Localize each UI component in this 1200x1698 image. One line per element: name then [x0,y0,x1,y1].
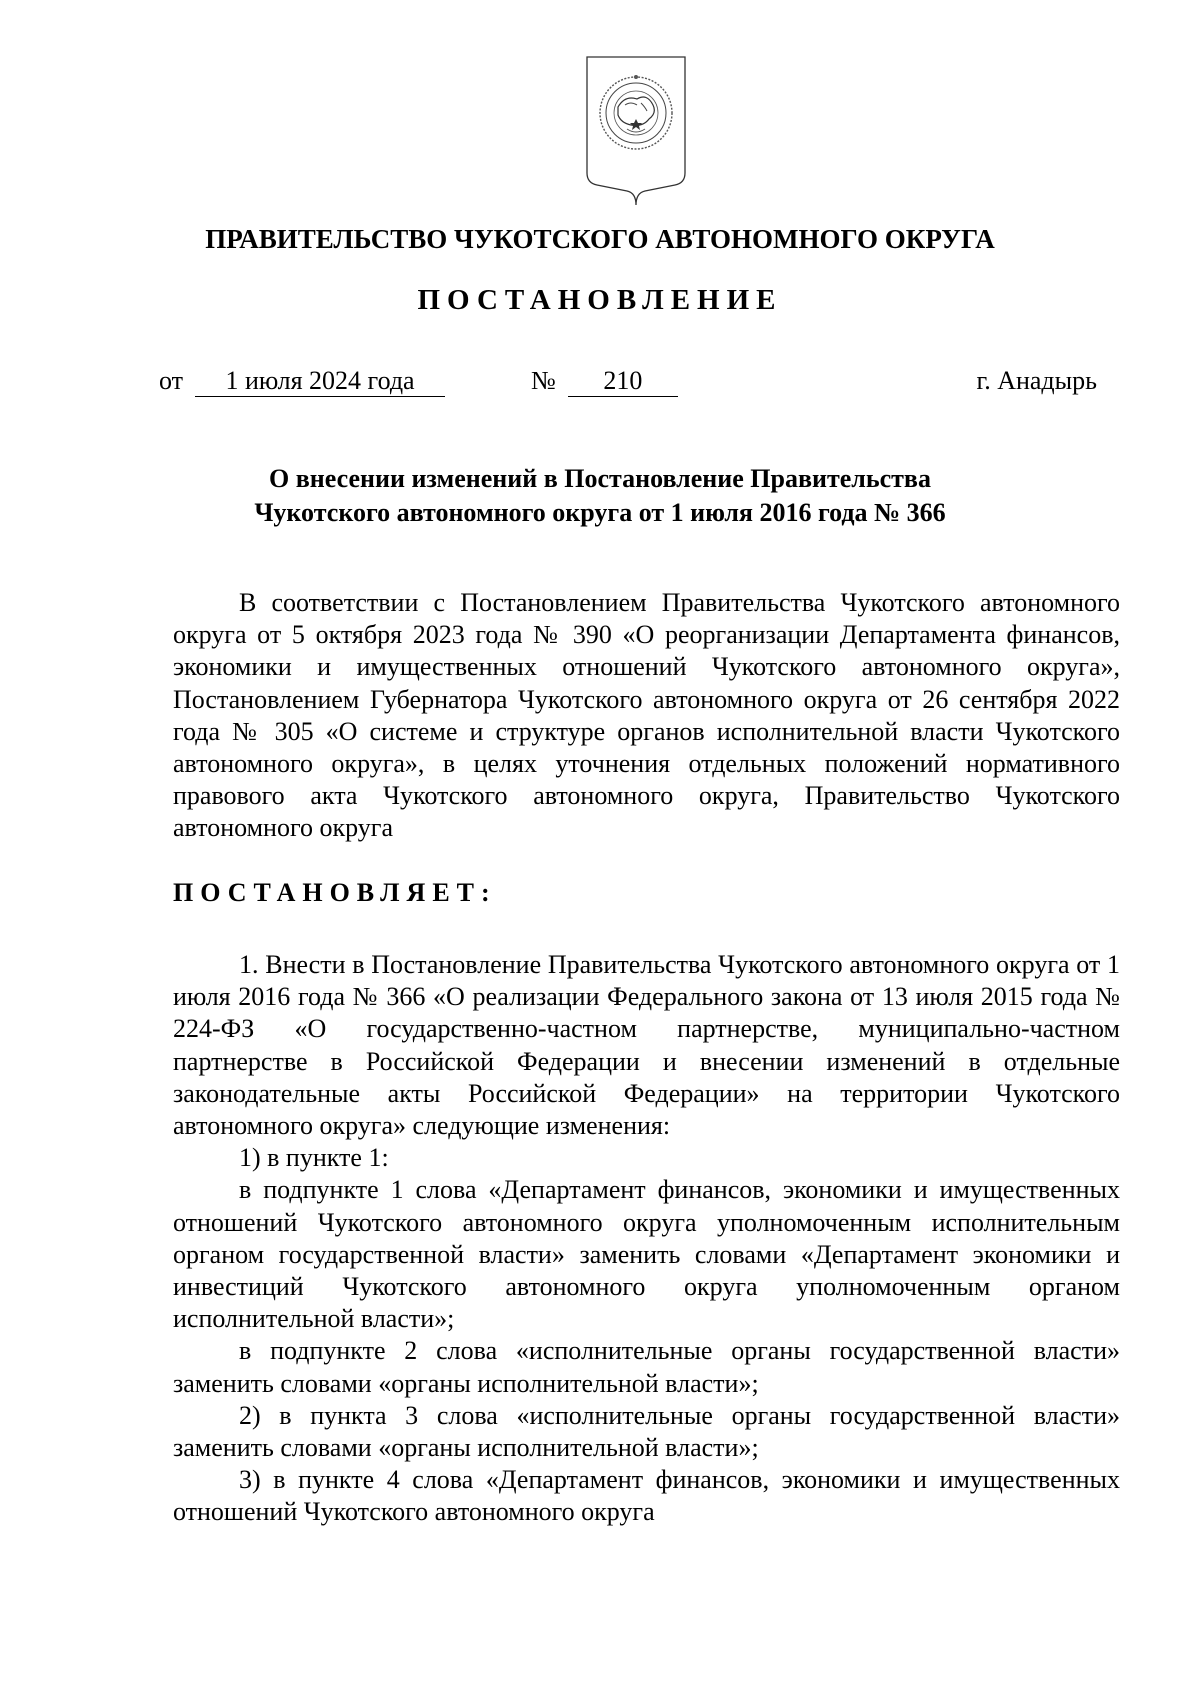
number-label: № [531,366,556,395]
date-value: 1 июля 2024 года [195,366,445,397]
coat-of-arms-icon [585,55,687,207]
resolves-heading: ПОСТАНОВЛЯЕТ: [173,878,497,907]
resolution-paragraph: в подпункте 2 слова «исполнительные органы государственной власти» заменить словами «органы исполнительной власти»; [173,1336,1120,1398]
document-subject [150,462,1050,530]
coat-of-arms-emblem [585,55,687,207]
resolution-paragraph: в подпункте 1 слова «Департамент финансов, экономики и имущественных отношений Чукотского автономного округа уполномоченным исполнительным органом государственной власти» заменить словами «Департамент экономики и инвестиций Чукотского автономного округа уполномоченным органом исполнительной власти»; [173,1175,1120,1334]
document-number [531,365,678,397]
resolution-paragraph: 2) в пункта 3 слова «исполнительные органы государственной власти» заменить словами «органы исполнительной власти»; [173,1400,1120,1463]
subject-line: Чукотского автономного округа от 1 июля 2016 года № 366 [254,498,946,527]
preamble-paragraph: В соответствии с Постановлением Правительства Чукотского автономного округа от 5 октября 2023 года № 390 «О реорганизации Департамента финансов, экономики и имущественных отношений Чукотского автономного округа», Постановлением Губернатора Чукотского автономного округа от 26 сентября 2022 года № 305 «О системе и структуре органов исполнительной власти Чукотского автономного округа», в целях уточнения отдельных положений нормативного правового акта Чукотского автономного округа, Правительство Чукотского автономного округа [173,588,1120,843]
city: г. Анадырь [976,366,1097,395]
subject-line: О внесении изменений в Постановление Правительства [269,464,931,493]
number-value: 210 [568,366,678,397]
resolution-paragraph: 1. Внести в Постановление Правительства Чукотского автономного округа от 1 июля 2016 года № 366 «О реализации Федерального закона от 13 июля 2015 года № 224-ФЗ «О государственно-частном партнерстве, муниципально-частном партнерстве в Российской Федерации и внесении изменений в отдельные законодательные акты Российской Федерации» на территории Чукотского автономного округа» следующие изменения: [173,950,1120,1141]
resolution-paragraph: 1) в пункте 1: [239,1143,389,1173]
government-name: ПРАВИТЕЛЬСТВО ЧУКОТСКОГО АВТОНОМНОГО ОКРУГА [205,224,995,254]
document-type-title: ПОСТАНОВЛЕНИЕ [417,284,783,316]
preamble [173,587,1120,845]
resolution-paragraph: 3) в пункте 4 слова «Департамент финансов, экономики и имущественных отношений Чукотского автономного округа [173,1465,1120,1527]
resolution-items [173,949,1120,1529]
date-label: от [159,366,184,395]
document-date [159,365,445,397]
